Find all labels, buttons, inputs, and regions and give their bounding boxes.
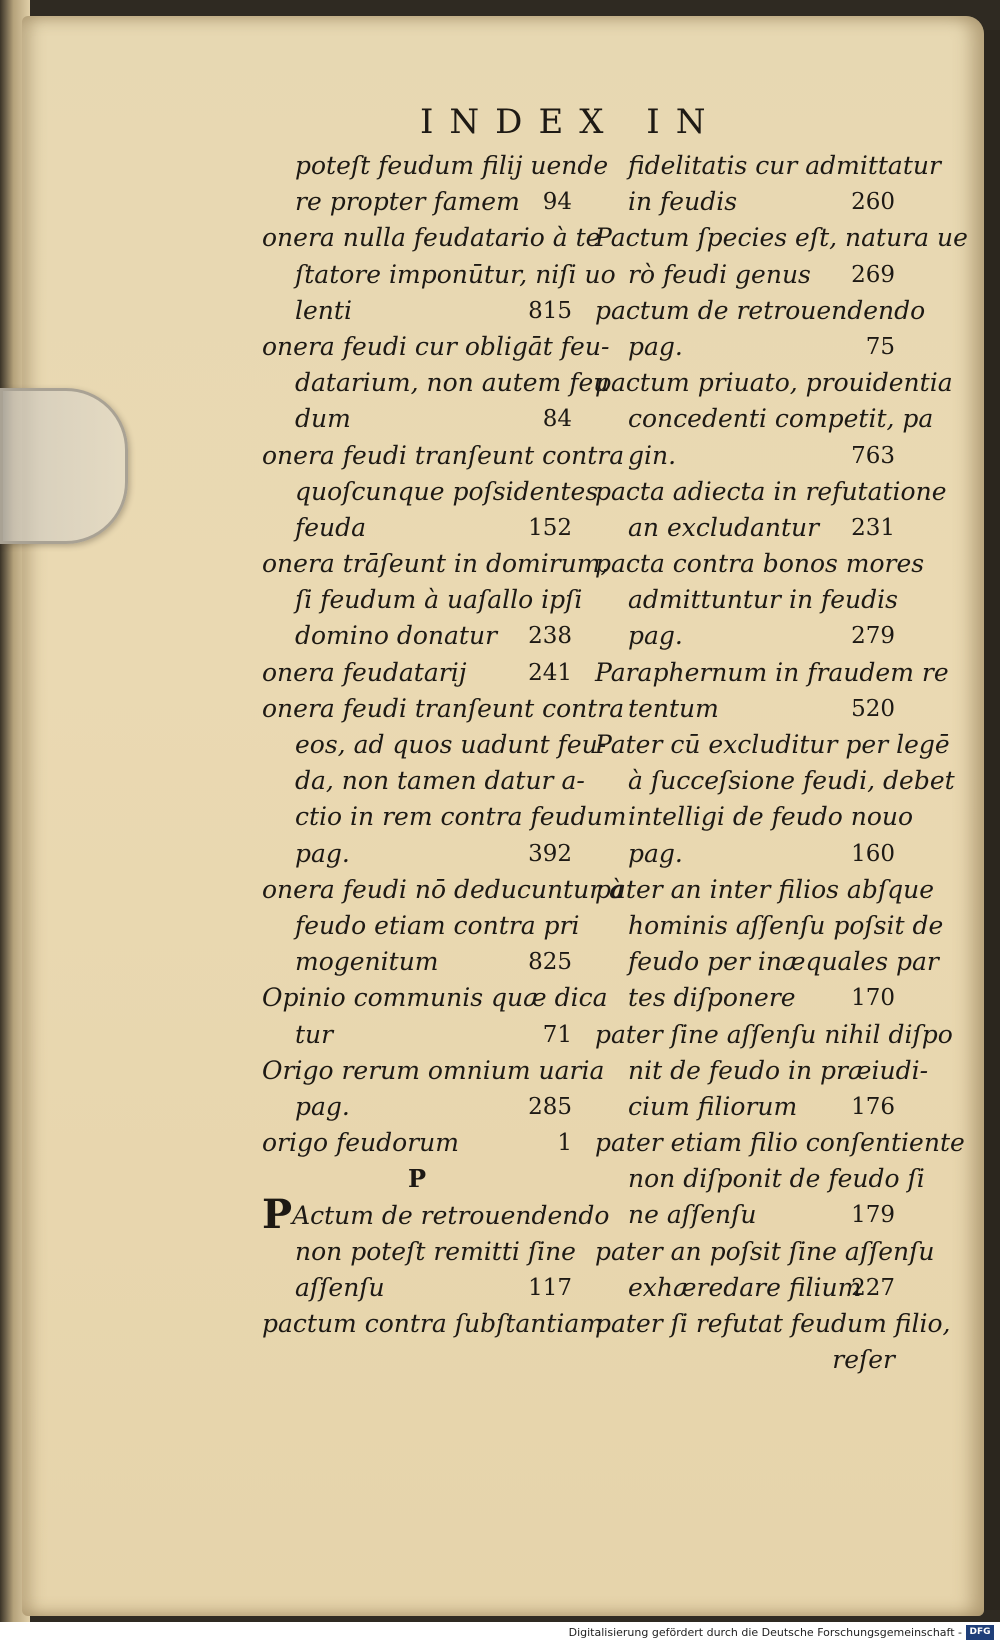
entry-text: fidelitatis cur admittatur <box>628 151 941 180</box>
entry-text: pater an inter filios abſque <box>595 874 934 904</box>
entry-text: pag. <box>628 331 683 361</box>
entry-text: non diſponit de feudo ſi <box>628 1164 925 1194</box>
entry-text: onera feudi tranſeunt contra <box>262 693 625 723</box>
entry-text: an excludantur <box>628 512 820 542</box>
entry-text: ne aſſenſu <box>628 1200 757 1230</box>
index-entry-line <box>595 329 895 365</box>
index-entry-line <box>262 727 607 763</box>
index-entry-line <box>595 546 925 582</box>
index-entry-line <box>262 184 572 220</box>
entry-text: ſi feudum à uaſallo ipſi <box>295 585 583 615</box>
page-reference: 94 <box>542 189 572 216</box>
index-entry-line <box>262 1306 604 1342</box>
index-entry-line <box>595 220 968 256</box>
entry-text: nit de feudo in præiudi- <box>628 1055 929 1085</box>
entry-text: tur <box>295 1019 334 1049</box>
running-head: INDEX IN <box>420 102 722 142</box>
entry-text: pag. <box>295 1091 350 1121</box>
entry-text: pag. <box>295 838 350 868</box>
entry-text: onera feudi tranſeunt contra <box>262 440 625 470</box>
entry-text: pactum priuato, prouidentia <box>595 368 953 398</box>
index-entry-line <box>262 1089 572 1125</box>
index-entry-line <box>262 1270 572 1306</box>
page-reference: 241 <box>528 659 572 686</box>
index-entry-line <box>595 618 895 654</box>
index-entry-line <box>262 908 580 944</box>
entry-text: eos, ad quos uadunt feu- <box>295 730 607 759</box>
entry-text: cium filiorum <box>628 1091 798 1121</box>
index-entry-line <box>262 510 572 546</box>
index-entry-line <box>595 474 947 510</box>
index-entry-line <box>262 293 572 329</box>
entry-text: quoſcunque poſsidentes <box>295 476 599 506</box>
index-entry-line <box>595 401 934 437</box>
index-entry-line <box>262 257 616 293</box>
entry-text: rò feudi genus <box>628 259 811 289</box>
page-reference: 170 <box>851 985 895 1012</box>
entry-text: à ſucceſsione feudi, debet <box>628 766 955 796</box>
entry-text: tes diſponere <box>628 983 796 1013</box>
page-reference: 520 <box>851 695 895 722</box>
index-entry-line <box>262 365 610 401</box>
entry-text: tentum <box>628 693 719 723</box>
entry-text: onera feudi nō deducuntur à <box>262 874 624 904</box>
index-entry-line <box>262 944 572 980</box>
index-entry-line <box>262 691 625 727</box>
entry-text-rest: Actum de retrouendendo <box>292 1201 610 1231</box>
page-reference: 75 <box>865 333 895 360</box>
page-reference: 392 <box>528 840 572 867</box>
entry-text: pater etiam filio conſentiente <box>595 1128 965 1158</box>
index-entry-line <box>595 1053 929 1089</box>
entry-text: Opinio communis quæ dica <box>262 983 608 1013</box>
index-entry-line <box>262 763 585 799</box>
dfg-logo: DFG <box>966 1625 994 1640</box>
index-entry-line <box>595 980 895 1016</box>
page-reference: 227 <box>851 1274 895 1301</box>
page-reference: 117 <box>528 1274 572 1301</box>
index-entry-line <box>595 908 944 944</box>
index-column-left <box>262 148 627 1342</box>
entry-text: origo feudorum <box>262 1128 459 1158</box>
entry-text: re propter famem <box>295 187 520 217</box>
entry-text: gin. <box>628 440 677 470</box>
index-entry-line <box>595 148 941 184</box>
entry-text: da, non tamen datur a- <box>295 766 585 796</box>
entry-text: intelligi de feudo nouo <box>628 802 914 832</box>
index-entry-line <box>595 184 895 220</box>
index-entry-line <box>595 691 895 727</box>
index-entry-line <box>262 148 609 184</box>
entry-text: Pactum ſpecies eſt, natura ue <box>595 223 968 253</box>
entry-text: feuda <box>295 512 367 542</box>
drop-cap: P <box>262 1191 293 1239</box>
index-entry-line <box>595 1197 895 1233</box>
index-entry-line <box>595 365 953 401</box>
index-entry-line <box>262 1234 576 1270</box>
page-reference: 1 <box>557 1130 572 1157</box>
entry-text: datarium, non autem feu <box>295 368 610 398</box>
index-entry-line <box>262 474 599 510</box>
page-reference: 815 <box>528 297 572 324</box>
page-reference: 176 <box>851 1093 895 1120</box>
catchword-text: reſer <box>832 1345 895 1375</box>
index-entry-line <box>595 872 934 908</box>
page-reference: 763 <box>851 442 895 469</box>
page-reference: 231 <box>851 514 895 541</box>
index-entry-line <box>595 438 895 474</box>
page-reference: 285 <box>528 1093 572 1120</box>
index-entry-line <box>262 836 572 872</box>
page-reference: 238 <box>528 623 572 650</box>
entry-text: onera trāſeunt in domirum, <box>262 549 609 579</box>
entry-text: pactum de retrouendendo <box>595 295 926 325</box>
funding-note: Digitalisierung gefördert durch die Deutsche Forschungsgemeinschaft - <box>568 1626 962 1639</box>
index-entry-line <box>595 1270 895 1306</box>
entry-text: pacta contra bonos mores <box>595 549 925 579</box>
entry-text: domino donatur <box>295 621 498 651</box>
entry-text: lenti <box>295 295 352 325</box>
entry-text: pater ſi refutat feudum filio, <box>595 1309 951 1338</box>
index-entry-line <box>262 872 624 908</box>
index-entry-line <box>595 1234 935 1270</box>
index-entry-line <box>262 582 583 618</box>
entry-text: Pater cū excluditur per legē <box>595 730 950 759</box>
entry-text: ctio in rem contra feudum <box>295 802 627 832</box>
index-entry-line <box>262 1125 572 1161</box>
index-entry-line <box>262 980 608 1016</box>
entry-text: Paraphernum in fraudem re <box>595 657 949 687</box>
entry-text: pactum contra ſubſtantiam <box>262 1309 604 1338</box>
index-entry-line <box>595 799 914 835</box>
index-entry-line <box>262 401 572 437</box>
entry-text: aſſenſu <box>295 1272 385 1302</box>
entry-text: ſtatore imponūtur, niſi uo <box>295 259 616 289</box>
entry-text: pag. <box>628 838 683 868</box>
page-reference: 260 <box>851 189 895 216</box>
entry-text: poteſt feudum filij uende <box>295 151 609 180</box>
index-entry-line <box>262 1017 572 1053</box>
index-entry-line <box>595 1017 953 1053</box>
index-entry-line <box>595 257 895 293</box>
page-reference: 179 <box>851 1202 895 1229</box>
index-entry-line <box>262 220 601 256</box>
index-entry-line <box>595 293 926 329</box>
binding-shadow <box>982 30 1000 1610</box>
entry-text: pater an poſsit ſine aſſenſu <box>595 1236 935 1266</box>
footer-bar <box>0 1622 1000 1645</box>
entry-text: non poteſt remitti ſine <box>295 1236 576 1266</box>
catchword <box>595 1342 895 1378</box>
entry-text: hominis aſſenſu poſsit de <box>628 910 944 940</box>
entry-text: pater ſine aſſenſu nihil diſpo <box>595 1019 953 1049</box>
entry-text: pacta adiecta in refutatione <box>595 476 947 506</box>
index-entry-line <box>262 799 627 835</box>
entry-text: feudo per inæquales par <box>628 947 939 977</box>
index-entry-line <box>595 1125 965 1161</box>
entry-text: in feudis <box>628 187 738 217</box>
section-letter: P <box>407 1164 427 1194</box>
page-reference: 279 <box>851 623 895 650</box>
entry-text: exhæredare filium <box>628 1272 862 1302</box>
entry-text: feudo etiam contra pri <box>295 910 580 940</box>
page-reference: 152 <box>528 514 572 541</box>
index-entry-line <box>262 1053 605 1089</box>
entry-text: pag. <box>628 621 683 651</box>
index-entry-line <box>262 618 572 654</box>
index-column-right <box>595 148 968 1378</box>
page-reference: 825 <box>528 949 572 976</box>
entry-text: onera nulla feudatario à te <box>262 223 601 253</box>
index-entry-line <box>595 944 939 980</box>
page-clip <box>0 388 128 544</box>
entry-text <box>262 1191 610 1239</box>
index-entry-line <box>595 582 898 618</box>
entry-text: concedenti competit, pa <box>628 404 934 434</box>
entry-text: mogenitum <box>295 947 439 977</box>
index-entry-line <box>262 546 609 582</box>
index-entry-line <box>262 655 572 691</box>
index-entry-line <box>595 655 949 691</box>
entry-text: admittuntur in feudis <box>628 585 898 615</box>
index-entry-line <box>595 763 955 799</box>
index-entry-line <box>262 329 610 365</box>
index-entry-line <box>595 1161 925 1197</box>
index-entry-line <box>595 510 895 546</box>
page-reference: 160 <box>851 840 895 867</box>
entry-text: Origo rerum omnium uaria <box>262 1055 605 1085</box>
index-entry-line <box>595 836 895 872</box>
page-reference: 71 <box>542 1021 572 1048</box>
index-entry-line <box>595 1306 951 1342</box>
entry-text: onera feudi cur obligāt feu- <box>262 331 610 361</box>
page-reference: 269 <box>851 261 895 288</box>
page-reference: 84 <box>542 406 572 433</box>
index-entry-line <box>262 438 625 474</box>
entry-text: dum <box>295 404 351 434</box>
entry-text: onera feudatarij <box>262 657 467 687</box>
index-entry-line <box>595 1089 895 1125</box>
index-entry-line <box>262 1191 610 1239</box>
index-entry-line <box>595 727 950 763</box>
